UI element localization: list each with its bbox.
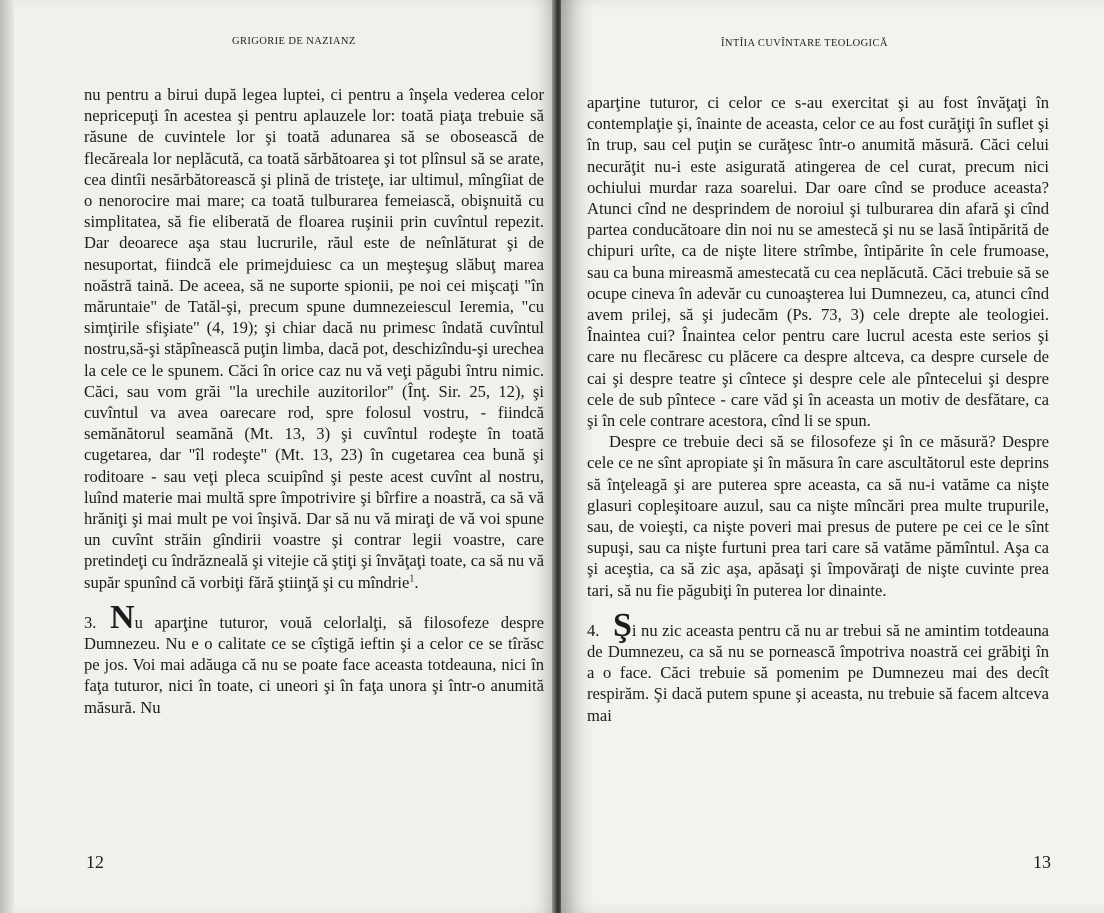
section-4 xyxy=(587,606,1049,726)
left-body-text xyxy=(84,84,544,718)
footnote-mark: 1 xyxy=(409,573,415,585)
left-page-number: 12 xyxy=(86,852,104,872)
right-page xyxy=(561,0,1104,913)
section-3 xyxy=(84,598,544,718)
left-paragraph-1 xyxy=(84,84,544,593)
page-edge-strip xyxy=(0,0,14,913)
section-3-number: 3. xyxy=(84,612,97,632)
right-page-number: 13 xyxy=(1033,852,1051,872)
right-paragraph-2: Despre ce trebuie deci să se filosofeze şi în ce măsură? Despre cele ce ne sînt apropiate şi în măsura în care ascultătorul este deprins să înţeleagă şi are puterea spre aceasta, ca să nu-i vatăme ca nişte glasuri copleşitoare auzul, sau ca nişte mîncări prea multe trupurile, sau, de voieşti, ca nişte poveri mai presus de putere pe cei ce le sînt supuşi, sau ca nişte furtuni prea tari care să vatăme pămîntul. Aşa ca şi aceştia, ca să zic aşa, apăsaţi şi împovăraţi de nişte cuvinte prea tari, să nu fie păgubiţi în puterea lor dinainte. xyxy=(587,432,1049,600)
section-4-text: i nu zic aceasta pentru că nu ar trebui să ne amintim totdeauna de Dumnezeu, ca să nu se pornească împotriva noastră cei grăbiţi în a o face. Căci trebuie să pomenim pe Dumnezeu mai des decît respirăm. Şi dacă putem spune şi aceasta, nu trebuie să facem altceva mai xyxy=(587,620,1049,725)
section-4-initial: Ş xyxy=(613,606,632,644)
right-body-text xyxy=(587,92,1049,726)
section-3-initial: N xyxy=(110,598,135,636)
section-3-text: u aparţine tuturor, vouă celorlalţi, să filosofeze despre Dumnezeu. Nu e o calitate ce se cîştigă ieftin şi a celor ce se tîrăsc pe jos. Voi mai adăuga că nu se poate face aceasta totdeauna, nici în faţa tuturor, nici în toate, ci uneori şi în faţa unora şi într-o anumită măsură. Nu xyxy=(84,612,544,717)
left-paragraph-1-end: . xyxy=(414,572,419,592)
right-running-head: ÎNTÎIA CUVÎNTARE TEOLOGICĂ xyxy=(721,38,888,49)
left-paragraph-1-text: nu pentru a birui după legea luptei, ci pentru a înşela vederea celor nepricepuţi în acestea şi pentru aplauzele lor: toată piaţa trebuie să răsune de cuvintele lor şi toată adunarea să se obosească de flecăreala lor neplăcută, ca toată sărbătoarea şi tot plînsul să se arate, cea dintîi nesărbătorească şi plină de tristeţe, iar ultimul, mîngîiat de o nenorocire mai mare; ca toată tulburarea femeiască, obişnuită cu simplitatea, să fie eliberată de floarea ruşinii prin cuvîntul repezit. Dar deoarece aşa stau lucrurile, răul este de neînlăturat şi de nesuportat, fiindcă ele primejduiesc ca un meşteşug slăbuţ marea noăstră taină. De aceea, să ne suporte spionii, pe noi cei mişcaţi "în măruntaie" de Tatăl-şi, precum spune dumnezeiescul Ieremia, "cu simţirile sfişiate" (4, 19); şi chiar dacă nu primesc îndată cuvîntul nostru,să-şi stăpînească puţin limba, dacă pot, deschizîndu-şi urechea la cele ce le spunem. Căci în orice caz nu vă veţi păgubi întru nimic. Căci, sau vom grăi "la urechile auzitorilor" (Înţ. Sir. 25, 12), şi cuvîntul va avea oarecare rod, spre folosul vostru, - fiindcă semănătorul seamănă (Mt. 13, 3) şi cuvîntul rodeşte în toată cugetarea, dar "îl rodeşte" (Mt. 13, 23) în cugetarea cea bună şi roditoare - sau veţi pleca scuipînd şi peste acest cuvînt al nostru, luînd materie mai multă spre împotrivire şi bîrfire a noastră, ca să vă hrăniţi şi mai mult pe voi înşivă. Dar să nu vă miraţi de vă voi spune un cuvînt străin gîndirii voastre şi contrar legii voastre, care pretindeţi cu îndrăzneală şi vitejie că ştiţi şi învăţaţi toate, ca să nu vă supăr spunînd că vorbiţi fără ştiinţă şi cu mîndrie xyxy=(84,85,544,592)
right-paragraph-1: aparţine tuturor, ci celor ce s-au exercitat şi au fost învăţaţi în contemplaţie şi, înainte de aceasta, celor ce au fost curăţiţi în suflet şi în trup, sau cel puţin se curăţesc într-o anumită măsură. Căci celui necurăţit nu-i este asigurată atingerea de cel curat, precum nici ochiului murdar raza soarelui. Dar oare cînd se produce aceasta? Atunci cînd ne desprindem de noroiul şi tulburarea din afară şi cînd partea conducătoare din noi nu se amestecă şi nu se lasă întipărită de chipuri urîte, ca de nişte litere strîmbe, întipărite în cele frumoase, sau ca buna mireasmă amestecată cu cea neplăcută. Căci trebuie să se ocupe cineva în adevăr cu cunoaşterea lui Dumnezeu, ca, atunci cînd avem prilej, să şi judecăm (Ps. 73, 3) cele drepte ale teologiei. Înaintea cui? Înaintea celor pentru care lucrul acesta este serios şi care nu flecăresc cu plăcere ca despre altceva, ca despre cursele de cai şi despre teatre şi cîntece şi despre cele ale pîntecelui şi despre cele de sub pîntece - care văd şi în aceasta un motiv de desfătare, ca şi în cele contrare acestora, cînd li se spun. xyxy=(587,93,1049,431)
left-running-head: GRIGORIE DE NAZIANZ xyxy=(232,36,356,47)
section-4-number: 4. xyxy=(587,620,600,640)
